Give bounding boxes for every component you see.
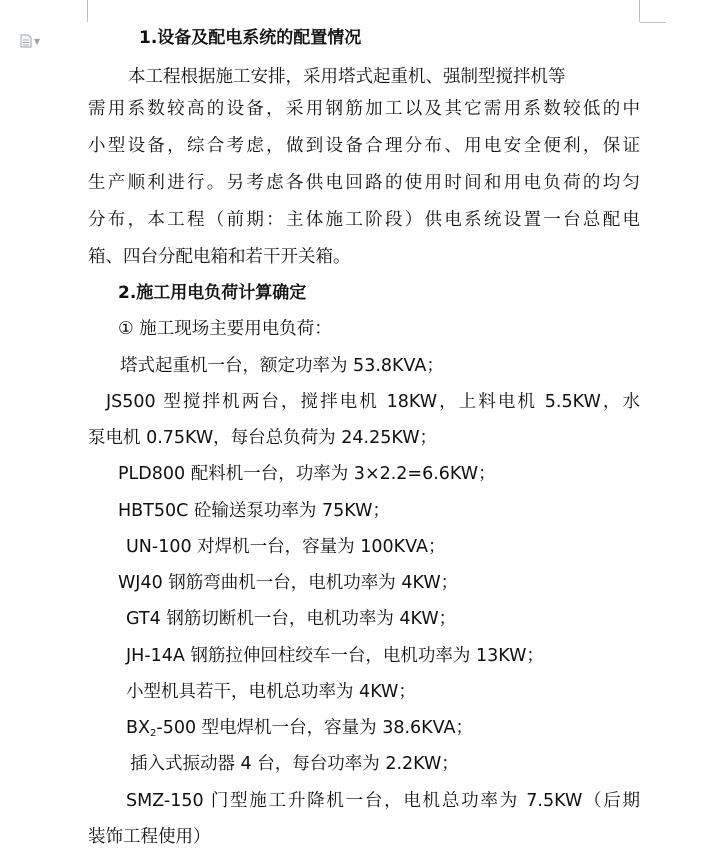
paragraph-line-2: 需用系数较高的设备，采用钢筋加工以及其它需用系数较低的中 (88, 99, 640, 119)
paragraph-line-6: 箱、四台分配电箱和若干开关箱。 (88, 247, 351, 267)
welder-model-subscript: 2 (150, 728, 157, 739)
paragraph-line-3: 小型设备，综合考虑，做到设备合理分布、用电安全便利，保证 (88, 136, 640, 156)
document-icon (20, 34, 32, 48)
chevron-down-icon: ▼ (34, 36, 41, 46)
load-item-continued: 泵电机 0.75KW，每台总负荷为 24.25KW； (88, 428, 437, 448)
paragraph-line-5: 分布，本工程（前期：主体施工阶段）供电系统设置一台总配电 (88, 210, 640, 230)
crop-mark-top-right-horizontal (640, 22, 666, 23)
load-item: JH-14A 钢筋拉伸回柱绞车一台，电机功率为 13KW； (126, 646, 544, 666)
subheading: ① 施工现场主要用电负荷： (118, 319, 332, 339)
load-item: 插入式振动器 4 台，每台功率为 2.2KW； (130, 754, 459, 774)
load-item: GT4 钢筋切断机一台，电机功率为 4KW； (126, 609, 457, 629)
load-item: WJ40 钢筋弯曲机一台，电机功率为 4KW； (118, 573, 459, 593)
load-item: 塔式起重机一台，额定功率为 53.8KVA； (120, 356, 444, 376)
welder-description: -500 型电焊机一台，容量为 38.6KVA； (156, 718, 473, 738)
crop-mark-top-right-vertical (639, 0, 640, 22)
section-1-heading: 1.设备及配电系统的配置情况 (139, 28, 362, 48)
load-item-continued: 装饰工程使用） (88, 827, 211, 847)
load-item: JS500 型搅拌机两台，搅拌电机 18KW，上料电机 5.5KW，水 (106, 392, 640, 412)
document-options-icon[interactable] (20, 34, 40, 48)
crop-mark-top-left (87, 0, 88, 22)
welder-model-prefix: BX (126, 718, 150, 738)
load-item: HBT50C 砼输送泵功率为 75KW； (118, 501, 390, 521)
load-item-welder (126, 717, 473, 739)
load-item: SMZ-150 门型施工升降机一台，电机总功率为 7.5KW（后期 (126, 791, 640, 811)
paragraph-line-1: 本工程根据施工安排，采用塔式起重机、强制型搅拌机等 (128, 67, 566, 87)
load-item: PLD800 配料机一台，功率为 3×2.2=6.6KW； (118, 464, 496, 484)
load-item: 小型机具若干，电机总功率为 4KW； (126, 682, 416, 702)
section-2-heading: 2.施工用电负荷计算确定 (118, 283, 307, 303)
paragraph-line-4: 生产顺利进行。另考虑各供电回路的使用时间和用电负荷的均匀 (88, 173, 640, 193)
load-item: UN-100 对焊机一台，容量为 100KVA； (126, 537, 446, 557)
